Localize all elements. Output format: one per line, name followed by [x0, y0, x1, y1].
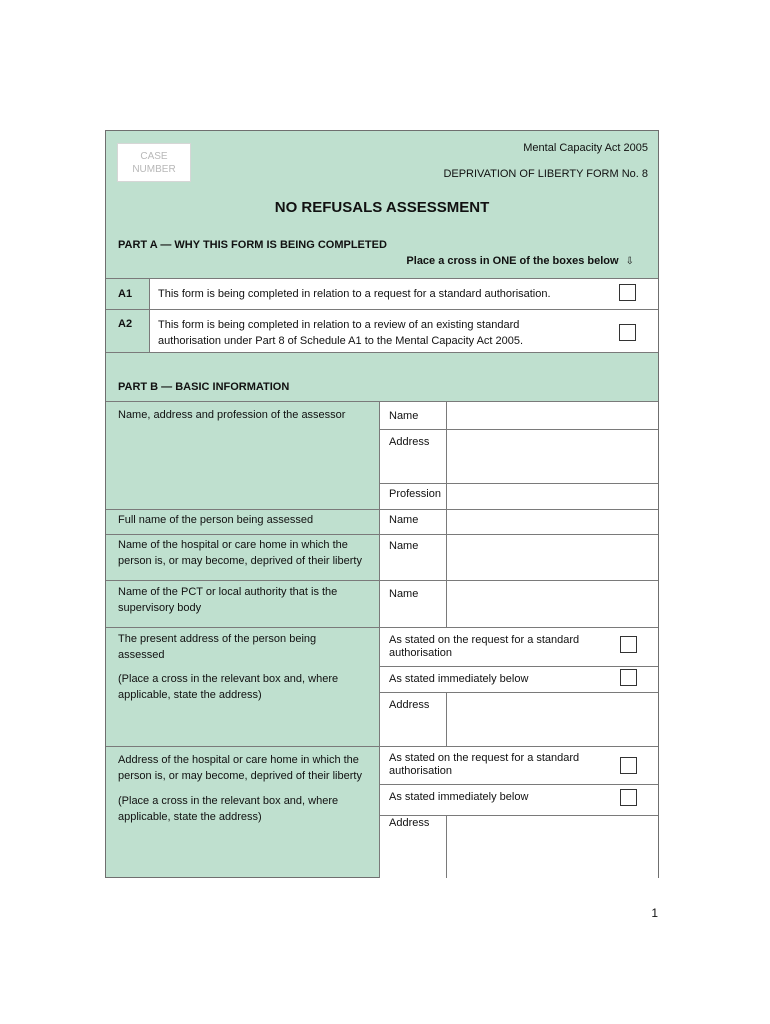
case-number-placeholder: CASE NUMBER: [132, 151, 176, 175]
present-address-label-line2: assessed: [118, 649, 165, 661]
a2-text-line2: authorisation under Part 8 of Schedule A1 to the Mental Capacity Act 2005.: [158, 335, 524, 347]
part-b-heading: PART B — BASIC INFORMATION: [118, 381, 290, 393]
present-place-cross-line1: (Place a cross in the relevant box and, where: [118, 673, 339, 685]
present-address-input[interactable]: [446, 693, 658, 746]
part-a-instruction: [406, 253, 634, 270]
act-title: Mental Capacity Act 2005: [523, 142, 648, 154]
deprivation-of-liberty-form: [105, 130, 659, 878]
assessor-profession-input[interactable]: [446, 484, 658, 509]
case-number-field[interactable]: [117, 143, 191, 182]
a1-code: A1: [118, 288, 133, 300]
part-a-heading: PART A — WHY THIS FORM IS BEING COMPLETED: [118, 239, 387, 251]
hospital-as-stated-request-checkbox[interactable]: [620, 757, 637, 774]
pct-name-input[interactable]: [446, 581, 658, 627]
assessor-address-input[interactable]: [446, 430, 658, 483]
person-label: Full name of the person being assessed: [118, 514, 314, 526]
present-as-stated-request-line1: As stated on the request for a standard: [389, 634, 580, 646]
hospital-name-label: Name: [389, 540, 419, 552]
person-name-input[interactable]: [446, 510, 658, 534]
present-address-label: Address: [389, 699, 430, 711]
a1-text: This form is being completed in relation to a request for a standard authorisation.: [158, 288, 551, 300]
person-name-label: Name: [389, 514, 419, 526]
arrow-down-icon: ⇩: [625, 256, 634, 267]
present-as-stated-below-checkbox[interactable]: [620, 669, 637, 686]
hospital-label-line1: Name of the hospital or care home in which the: [118, 539, 348, 551]
hospital-place-cross-line2: applicable, state the address): [118, 811, 262, 823]
assessor-name-input[interactable]: [446, 402, 658, 429]
present-as-stated-request-checkbox[interactable]: [620, 636, 637, 653]
form-title: NO REFUSALS ASSESSMENT: [274, 199, 490, 216]
page-number: 1: [651, 906, 658, 920]
hospital-place-cross-line1: (Place a cross in the relevant box and, where: [118, 795, 339, 807]
hospital-as-stated-below-checkbox[interactable]: [620, 789, 637, 806]
form-number: DEPRIVATION OF LIBERTY FORM No. 8: [443, 168, 648, 180]
assessor-name-label: Name: [389, 410, 419, 422]
present-place-cross-line2: applicable, state the address): [118, 689, 262, 701]
present-as-stated-request-line2: authorisation: [389, 647, 452, 659]
hospital-address-label-line2: person is, or may become, deprived of their liberty: [118, 770, 362, 782]
hospital-address-field-label: Address: [389, 817, 430, 829]
present-address-label-line1: The present address of the person being: [118, 633, 317, 645]
pct-label-line2: supervisory body: [118, 602, 202, 614]
a1-checkbox[interactable]: [619, 284, 636, 301]
hospital-address-label-line1: Address of the hospital or care home in which the: [118, 754, 359, 766]
assessor-profession-label: Profession: [389, 488, 441, 500]
hospital-as-stated-below: As stated immediately below: [389, 791, 529, 803]
pct-label-line1: Name of the PCT or local authority that is the: [118, 586, 338, 598]
hospital-as-stated-request-line1: As stated on the request for a standard: [389, 752, 580, 764]
hospital-as-stated-request-line2: authorisation: [389, 765, 452, 777]
hospital-name-input[interactable]: [446, 535, 658, 580]
hospital-label-line2: person is, or may become, deprived of their liberty: [118, 555, 362, 567]
a2-checkbox[interactable]: [619, 324, 636, 341]
instruction-text: Place a cross in ONE of the boxes below: [406, 255, 619, 267]
pct-name-label: Name: [389, 588, 419, 600]
a2-code: A2: [118, 318, 133, 330]
assessor-address-label: Address: [389, 436, 430, 448]
hospital-address-input[interactable]: [446, 816, 658, 877]
a2-text-line1: This form is being completed in relation to a review of an existing standard: [158, 319, 520, 331]
present-as-stated-below: As stated immediately below: [389, 673, 529, 685]
assessor-label: Name, address and profession of the assessor: [118, 409, 346, 421]
